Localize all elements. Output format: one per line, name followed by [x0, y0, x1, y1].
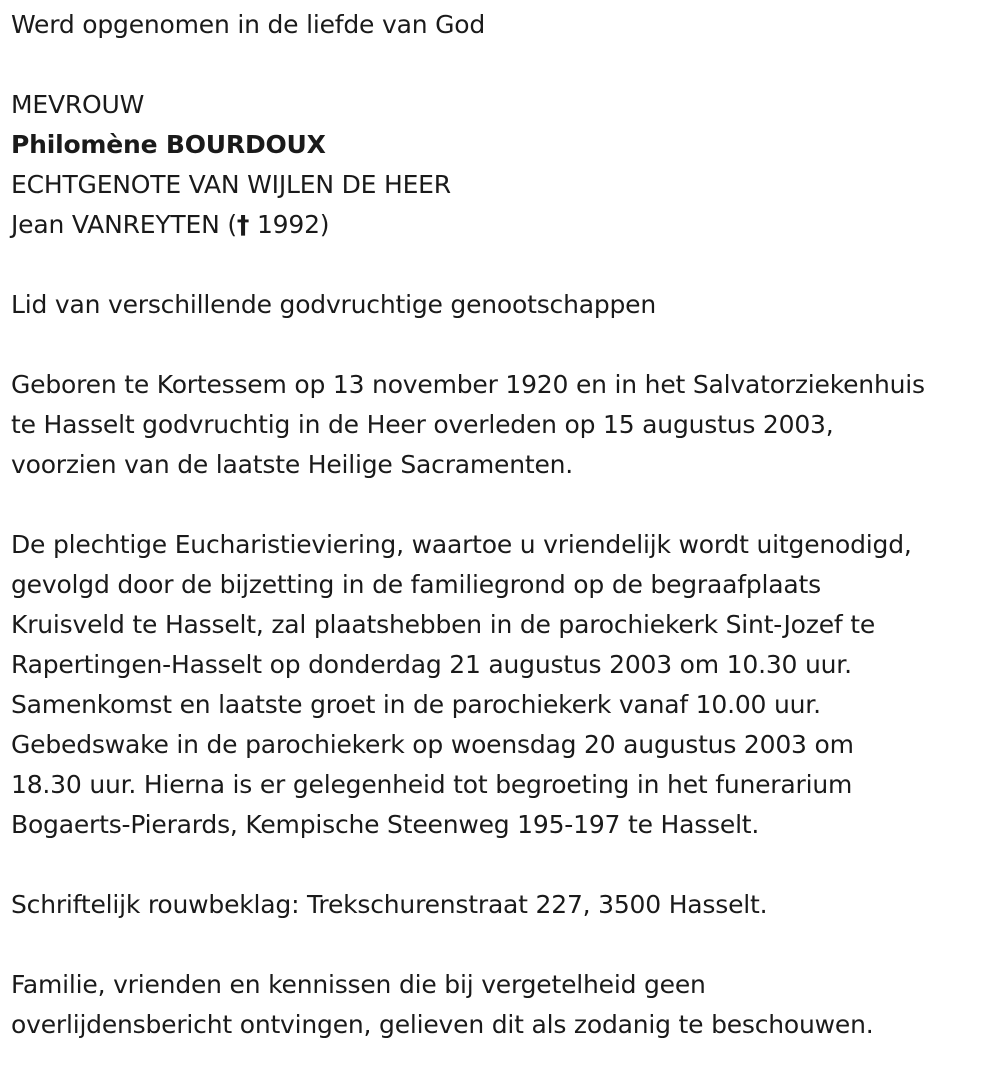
spacer	[11, 45, 996, 85]
spacer	[11, 245, 996, 285]
spacer	[11, 845, 996, 885]
obituary-notice	[11, 0, 996, 1045]
paragraph-line: 18.30 uur. Hierna is er gelegenheid tot begroeting in het funerarium	[11, 770, 853, 799]
paragraph-line: overlijdensbericht ontvingen, gelieven dit als zodanig te beschouwen.	[11, 1010, 874, 1039]
ceremony-paragraph	[11, 525, 996, 845]
paragraph-line: Gebedswake in de parochiekerk op woensdag 20 augustus 2003 om	[11, 730, 854, 759]
membership-line: Lid van verschillende godvruchtige genootschappen	[11, 290, 656, 319]
paragraph-line: Samenkomst en laatste groet in de parochiekerk vanaf 10.00 uur.	[11, 690, 821, 719]
cross-icon: †	[236, 210, 250, 239]
paragraph-line: te Hasselt godvruchtig in de Heer overleden op 15 augustus 2003,	[11, 410, 834, 439]
spacer	[11, 325, 996, 365]
paragraph-line: De plechtige Eucharistieviering, waartoe u vriendelijk wordt uitgenodigd,	[11, 530, 912, 559]
intro-line: Werd opgenomen in de liefde van God	[11, 10, 486, 39]
condolence-line: Schriftelijk rouwbeklag: Trekschurenstraat 227, 3500 Hasselt.	[11, 890, 768, 919]
deceased-name: Philomène BOURDOUX	[11, 130, 326, 159]
paragraph-line: Kruisveld te Hasselt, zal plaatshebben in de parochiekerk Sint-Jozef te	[11, 610, 876, 639]
birth-death-paragraph	[11, 365, 996, 485]
paragraph-line: Geboren te Kortessem op 13 november 1920 en in het Salvatorziekenhuis	[11, 370, 925, 399]
spacer	[11, 925, 996, 965]
paragraph-line: Rapertingen-Hasselt op donderdag 21 augustus 2003 om 10.30 uur.	[11, 650, 852, 679]
spouse-death-year: 1992)	[256, 210, 330, 239]
spouse-name: Jean VANREYTEN (	[11, 210, 237, 239]
paragraph-line: Bogaerts-Pierards, Kempische Steenweg 195-197 te Hasselt.	[11, 810, 760, 839]
paragraph-line: gevolgd door de bijzetting in de familiegrond op de begraafplaats	[11, 570, 821, 599]
spouse-line	[11, 205, 996, 245]
honorific-title: MEVROUW	[11, 90, 145, 119]
relation-line: ECHTGENOTE VAN WIJLEN DE HEER	[11, 170, 451, 199]
closing-paragraph	[11, 965, 996, 1045]
spacer	[11, 485, 996, 525]
paragraph-line: voorzien van de laatste Heilige Sacramenten.	[11, 450, 574, 479]
paragraph-line: Familie, vrienden en kennissen die bij vergetelheid geen	[11, 970, 706, 999]
